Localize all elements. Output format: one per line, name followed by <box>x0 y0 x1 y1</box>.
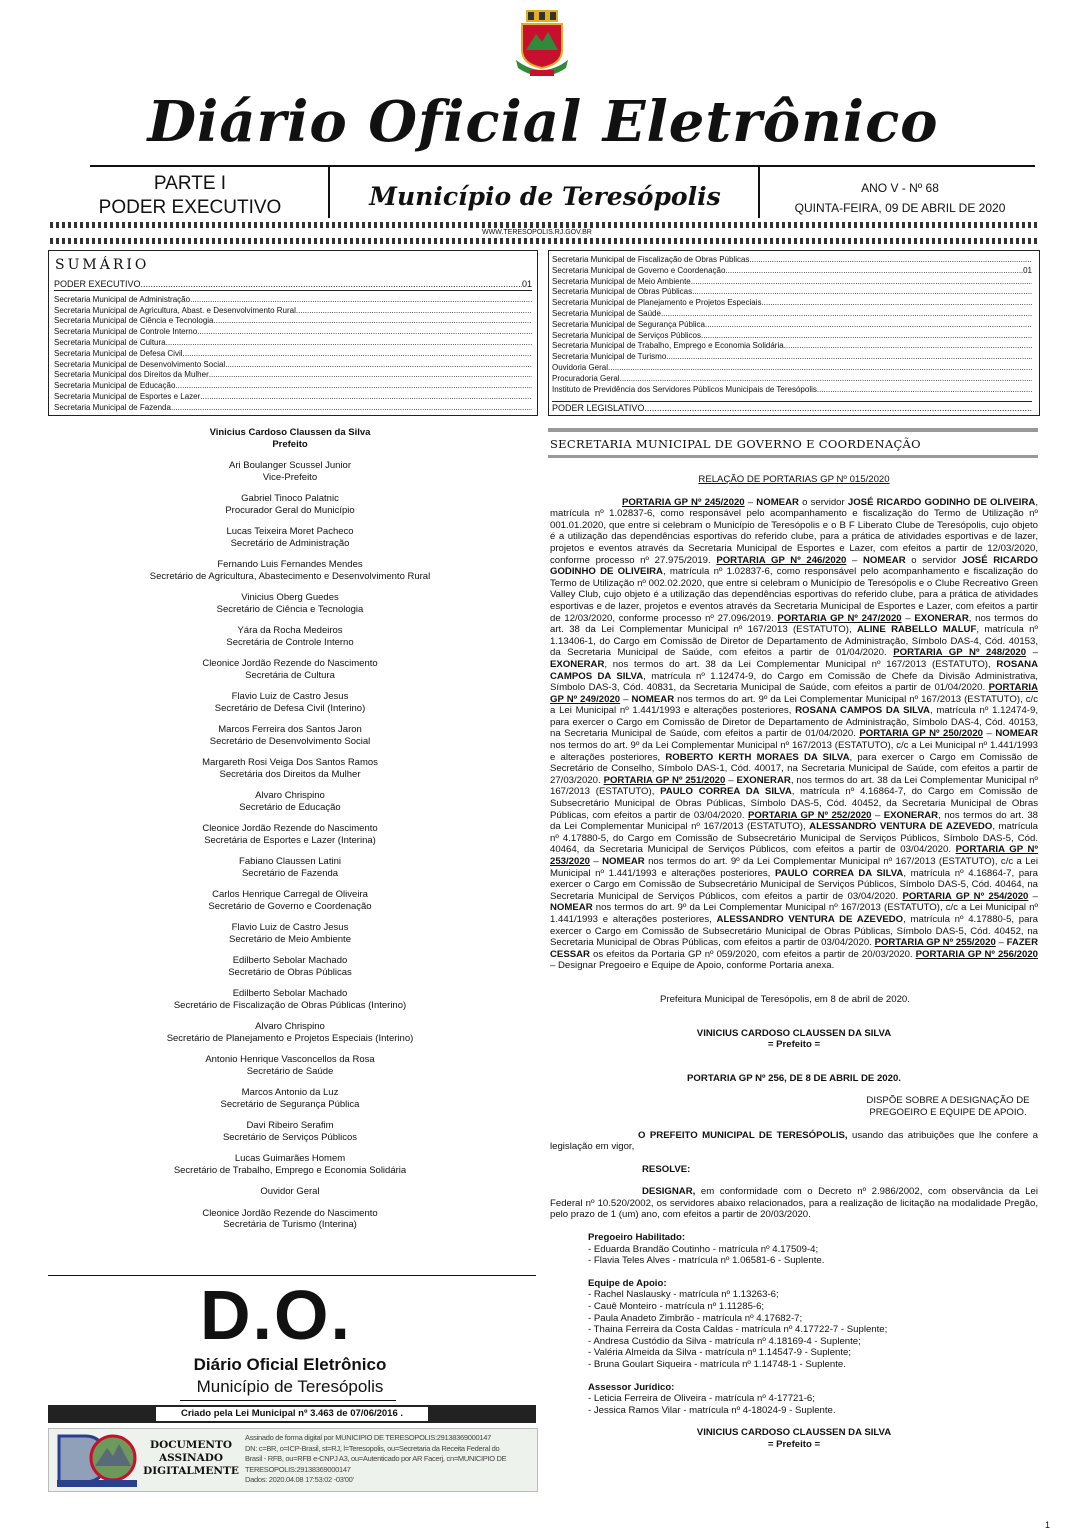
toc-item[interactable] <box>54 295 532 306</box>
toc-leader <box>197 327 532 338</box>
official-role: Secretário de Fazenda <box>241 867 339 879</box>
official-role: Secretário de Saúde <box>246 1065 334 1077</box>
group-title: Assessor Jurídico: <box>588 1381 675 1393</box>
official-role: Procurador Geral do Município <box>225 504 355 516</box>
signer2-role: = Prefeito = <box>767 1438 821 1450</box>
toc-item[interactable] <box>54 327 532 338</box>
toc-item[interactable] <box>552 352 1032 363</box>
municipality-name: Município de Teresópolis <box>369 182 721 211</box>
toc-poder-executivo[interactable] <box>54 279 532 291</box>
official-name: Lucas Teixeira Moret Pacheco <box>226 526 354 537</box>
ornament-divider <box>50 238 1040 244</box>
official-entry <box>50 493 530 516</box>
toc-item[interactable] <box>552 277 1032 288</box>
official-role: Secretário de Fiscalização de Obras Públicas (Interino) <box>173 999 407 1011</box>
official-entry <box>50 724 530 747</box>
intro-paragraph <box>550 1130 1038 1153</box>
official-entry <box>50 922 530 945</box>
toc-leader <box>817 385 1032 396</box>
toc-leader <box>784 341 1032 352</box>
designar-text: em conformidade com o Decreto nº 2.986/2002, com observância da Lei Federal nº 10.520/2002, os servidores abaixo relacionados, para a realização de licitação na modalidade Pregão, pelo prazo de 1 (um) ano, com efeitos a partir de 20/03/2020. <box>550 1186 1038 1221</box>
toc-item[interactable] <box>552 341 1032 352</box>
toc-leader <box>705 320 1032 331</box>
toc-item[interactable] <box>552 331 1032 342</box>
signature-details <box>245 1433 535 1486</box>
toc-item[interactable] <box>54 338 532 349</box>
toc-leader <box>620 374 1032 385</box>
toc-label: Secretaria Municipal de Agricultura, Abast. e Desenvolvimento Rural <box>54 305 296 315</box>
divider <box>180 1400 396 1401</box>
toc-item[interactable] <box>552 287 1032 298</box>
official-entry <box>50 1120 530 1143</box>
summary-box-left <box>48 250 538 416</box>
official-entry <box>50 625 530 648</box>
group-title: Pregoeiro Habilitado: <box>588 1232 686 1244</box>
toc-label: Secretaria Municipal de Fiscalização de Obras Públicas <box>552 255 750 264</box>
toc-poder-legislativo[interactable] <box>552 401 1032 414</box>
toc-item[interactable] <box>552 374 1032 385</box>
toc-label: Secretaria Municipal de Ciência e Tecnologia <box>54 316 214 326</box>
group-member: - Leticia Ferreira de Oliveira - matrícula nº 4-17721-6; <box>588 1393 815 1405</box>
masthead-title: Diário Oficial Eletrônico <box>147 89 939 155</box>
signature-line: DN: c=BR, o=ICP-Brasil, st=RJ, l=Teresopolis, ou=Secretaria da Receita Federal do <box>245 1443 500 1453</box>
official-role: Secretário de Planejamento e Projetos Especiais (Interino) <box>166 1032 414 1044</box>
divider <box>90 165 1035 167</box>
official-entry <box>50 427 530 450</box>
toc-label: PODER LEGISLATIVO <box>552 403 645 414</box>
signature-line: Brasil - RFB, ou=RFB e-CNPJ A3, ou=Autenticado por AR Facerj, cn=MUNICIPIO DE <box>245 1454 507 1464</box>
signature-line: Assinado de forma digital por MUNICIPIO DE TERESOPOLIS:29138369000147 <box>245 1433 491 1442</box>
section-label <box>50 172 330 220</box>
intro-bold: O PREFEITO MUNICIPAL DE TERESÓPOLIS, <box>638 1129 848 1141</box>
toc-item[interactable] <box>54 306 532 317</box>
toc-label: Instituto de Previdência dos Servidores Públicos Municipais de Teresópolis <box>552 384 817 394</box>
toc-label: Secretaria Municipal de Obras Públicas <box>552 287 693 297</box>
official-role: Prefeito <box>272 438 308 450</box>
ementa <box>858 1095 1038 1118</box>
toc-label: Secretaria Municipal de Educação <box>54 381 176 391</box>
official-name: Cleonice Jordão Rezende do Nascimento <box>202 823 378 834</box>
group-member: - Thaina Ferreira da Costa Caldas - matrícula nº 4.17722-7 - Suplente; <box>588 1324 888 1336</box>
toc-label: Secretaria Municipal de Saúde <box>552 308 661 318</box>
toc-leader <box>209 370 532 381</box>
toc-label: Secretaria Municipal de Serviços Públicos <box>552 330 701 340</box>
designated-groups <box>550 1232 1038 1416</box>
toc-label: PODER EXECUTIVO <box>54 279 141 289</box>
toc-label: Secretaria Municipal de Segurança Pública <box>552 319 705 329</box>
official-entry <box>50 559 530 582</box>
toc-item[interactable] <box>552 363 1032 374</box>
official-name: Antonio Henrique Vasconcellos da Rosa <box>205 1054 375 1065</box>
official-name: Edilberto Sebolar Machado <box>232 955 348 966</box>
designation-group <box>588 1382 1038 1417</box>
official-entry <box>50 658 530 681</box>
poder-label: PODER EXECUTIVO <box>98 197 282 218</box>
signer-name: VINICIUS CARDOSO CLAUSSEN DA SILVA <box>696 1027 892 1039</box>
law-text: Criado pela Lei Municipal nº 3.463 de 07/06/2016 . <box>156 1407 428 1421</box>
signature-line: TERESOPOLIS:29138369000147 <box>245 1464 351 1474</box>
official-role: Secretário de Desenvolvimento Social <box>209 735 371 747</box>
toc-item[interactable] <box>552 309 1032 320</box>
toc-leader <box>183 349 533 360</box>
official-role: Secretária de Cultura <box>245 669 335 681</box>
officials-list <box>50 427 530 1241</box>
toc-label: Secretaria Municipal de Trabalho, Emprego e Economia Solidária <box>552 341 784 351</box>
group-member: - Andresa Custódio da Silva - matrícula nº 4.18169-4 - Suplente; <box>588 1335 861 1347</box>
toc-item[interactable] <box>54 392 532 403</box>
toc-label: Secretaria Municipal de Meio Ambiente <box>552 276 691 286</box>
toc-leader <box>666 352 1032 363</box>
toc-label: Secretaria Municipal de Turismo <box>552 352 667 362</box>
official-role: Secretário de Defesa Civil (Interino) <box>214 702 366 714</box>
official-name: Lucas Guimarães Homem <box>234 1153 346 1164</box>
ementa-line: DISPÕE SOBRE A DESIGNAÇÃO DE <box>866 1095 1030 1107</box>
official-role: Secretário de Administração <box>230 537 350 549</box>
toc-leader <box>296 306 532 317</box>
official-name: Yára da Rocha Medeiros <box>237 625 343 636</box>
official-name: Fabiano Claussen Latini <box>239 856 341 867</box>
official-name: Alvaro Chrispino <box>255 790 325 801</box>
designation-group <box>588 1232 1038 1267</box>
signer2-name: VINICIUS CARDOSO CLAUSSEN DA SILVA <box>696 1427 892 1439</box>
official-entry <box>50 1153 530 1176</box>
toc-leader <box>749 255 1032 266</box>
official-entry <box>50 757 530 780</box>
parte-label: PARTE I <box>153 173 227 194</box>
divider <box>328 166 330 218</box>
do-seal-icon <box>55 1432 139 1488</box>
group-member: - Cauê Monteiro - matrícula nº 1.11285-6; <box>588 1301 765 1313</box>
edition-date: QUINTA-FEIRA, 09 DE ABRIL DE 2020 <box>794 201 1006 215</box>
toc-item[interactable] <box>552 320 1032 331</box>
official-entry <box>50 889 530 912</box>
toc-page: 01 <box>1023 265 1032 275</box>
toc-leader <box>200 392 532 403</box>
summary-box-right <box>548 250 1040 416</box>
toc-item[interactable] <box>54 360 532 371</box>
official-role: Secretário de Trabalho, Emprego e Economia Solidária <box>173 1164 407 1176</box>
toc-item[interactable] <box>54 381 532 392</box>
portarias-text: PORTARIA GP Nº 245/2020 – NOMEAR o servidor JOSÉ RICARDO GODINHO DE OLIVEIRA, matrícula nº 1.02837-6, como responsável pelo acompanhamento e fiscalização do Termo de Utilização nº 001.01.2020, que entre si celebram o Município de Teresópolis e o B F Liberato Clube de Teresópolis, cujo objeto é a utilização das dependências esportivas do referido clube, para a prática de atividades esportivas e de lazer, projetos e eventos através da Secretaria Municipal de Esportes e Lazer, com efeitos a partir de 12/03/2020, conforme processo nº 27.975/2019. PORTARIA GP Nº 246/2020 – NOMEAR o servidor JOSÉ RICARDO GODINHO DE OLIVEIRA, matrícula nº 1.02837-6, como responsável pelo acompanhamento e fiscalização do Termo de Utilização nº 002.02.2020, que entre si celebram o Município de Teresópolis e o Clube Recreativo Green Valley Club, cujo objeto é a utilização das dependências esportivas do referido clube, para a prática de atividades esportivas e de lazer, projetos e eventos através da Secretaria Municipal de Esportes e Lazer, com efeitos a partir de 12/03/2020, conforme processo nº 27.096/2019. PORTARIA GP Nº 247/2020 – EXONERAR, nos termos do art. 38 da Lei Complementar Municipal nº 167/2013 (ESTATUTO), ALINE RABELLO MALUF, matrícula nº 1.13406-1, do Cargo em Comissão de Diretor de Departamento de Administração, Símbolo DAS-4, Cód. 40153, da Secretaria Municipal de Saúde, com efeitos a partir de 01/04/2020. PORTARIA GP Nº 248/2020 – EXONERAR, nos termos do art. 38 da Lei Complementar Municipal nº 167/2013 (ESTATUTO), ROSANA CAMPOS DA SILVA, matrícula nº 1.12474-9, do Cargo em Comissão de Chefe da Divisão Administrativa, Símbolo DAS-3, Cód. 40831, da Secretaria Municipal de Saúde, com efeitos a partir de 01/04/2020. PORTARIA GP Nº 249/2020 – NOMEAR nos termos do art. 9º da Lei Complementar Municipal nº 167/2013 (ESTATUTO), c/c a Lei Municipal nº 1.441/1993 e alterações posteriores, ROSANA CAMPOS DA SILVA, matrícula nº 1.12474-9, para exercer o Cargo em Comissão de Diretor de Departamento de Administração, Símbolo DAS-4, Cód. 40153, na Secretaria Municipal de Saúde, com efeitos a partir de 01/04/2020. PORTARIA GP Nº 250/2020 – NOMEAR nos termos do art. 9º da Lei Complementar Municipal nº 167/2013 (ESTATUTO), c/c a Lei Municipal nº 1.441/1993 e alterações posteriores, ROBERTO KERTH MORAES DA SILVA, para exercer o Cargo em Comissão de Secretário de Conselho, Símbolo DAS-1, Cód. 40017, na Secretaria Municipal de Saúde, com efeitos a partir de 27/03/2020. PORTARIA GP Nº 251/2020 – EXONERAR, nos termos do art. 38 da Lei Complementar Municipal nº 167/2013 (ESTATUTO), PAULO CORREA DA SILVA, matrícula nº 4.16864-7, do Cargo em Comissão de Subsecretário Municipal de Obras Públicas, Símbolo DAS-5, Cód. 40452, da Secretaria Municipal de Obras Públicas, com efeitos a partir de 03/04/2020. PORTARIA GP Nº 252/2020 – EXONERAR, nos termos do art. 38 da Lei Complementar Municipal nº 167/2013 (ESTATUTO), ALESSANDRO VENTURA DE AZEVEDO, matrícula nº 4.17880-5, do Cargo em Comissão de Subsecretário Municipal de Serviços Públicos, Símbolo DAS-5, Cód. 40464, da Secretaria Municipal de Serviços Públicos, com efeitos a partir de 03/04/2020. PORTARIA GP Nº 253/2020 – NOMEAR nos termos do art. 9º da Lei Complementar Municipal nº 167/2013 (ESTATUTO), c/c a Lei Municipal nº 1.441/1993 e alterações posteriores, PAULO CORREA DA SILVA, matrícula nº 4.16864-7, para exercer o Cargo em Comissão de Subsecretário Municipal de Serviços Públicos, Símbolo DAS-5, Cód. 40464, na Secretaria Municipal de Serviços Públicos, com efeitos a partir de 03/04/2020. PORTARIA GP Nº 254/2020 – NOMEAR nos termos do art. 9º da Lei Complementar Municipal nº 167/2013 (ESTATUTO), c/c a Lei Municipal nº 1.441/1993 e alterações posteriores, ALESSANDRO VENTURA DE AZEVEDO, matrícula nº 4.17880-5, para exercer o Cargo em Comissão de Subsecretário Municipal de Obras Públicas, Símbolo DAS-5, Cód. 40452, na Secretaria Municipal de Obras Públicas, com efeitos a partir de 03/04/2020. PORTARIA GP Nº 255/2020 – FAZER CESSAR os efeitos da Portaria GP nº 059/2020, com efeitos a partir de 20/03/2020. PORTARIA GP Nº 256/2020 – Designar Pregoeiro e Equipe de Apoio, conforme Portaria anexa. <box>550 496 1039 972</box>
official-name: Cleonice Jordão Rezende do Nascimento <box>202 658 378 669</box>
ementa-line: PREGOEIRO E EQUIPE DE APOIO. <box>869 1106 1027 1118</box>
edition-info <box>760 178 1040 218</box>
designar-paragraph <box>550 1186 1038 1221</box>
toc-leader <box>661 309 1032 320</box>
toc-leader <box>166 338 532 349</box>
official-entry <box>50 1054 530 1077</box>
official-entry <box>50 988 530 1011</box>
official-role: Secretário de Serviços Públicos <box>222 1131 358 1143</box>
official-name: Marcos Ferreira dos Santos Jaron <box>218 724 362 735</box>
toc-leader <box>644 403 1032 414</box>
toc-item[interactable] <box>552 255 1032 266</box>
toc-leader <box>608 363 1032 374</box>
official-entry <box>50 955 530 978</box>
toc-item[interactable] <box>54 370 532 381</box>
official-name: Carlos Henrique Carregal de Oliveira <box>212 889 368 900</box>
place-date: Prefeitura Municipal de Teresópolis, em 8 de abril de 2020. <box>660 993 910 1005</box>
toc-item[interactable] <box>552 298 1032 309</box>
toc-label: Secretaria Municipal dos Direitos da Mulher <box>54 370 209 380</box>
toc-leader <box>761 298 1032 309</box>
divider <box>548 455 1038 458</box>
toc-leader <box>691 277 1032 288</box>
group-member: - Jessica Ramos Vilar - matrícula nº 4-18024-9 - Suplente. <box>588 1404 836 1416</box>
official-role: Secretária de Turismo (Interina) <box>223 1219 357 1230</box>
official-name: Vinicius Cardoso Claussen da Silva <box>209 427 371 438</box>
official-role: Vice-Prefeito <box>262 471 318 483</box>
toc-label: Secretaria Municipal de Esportes e Lazer <box>54 391 201 401</box>
official-role: Secretário de Agricultura, Abastecimento e Desenvolvimento Rural <box>149 570 431 582</box>
official-role: Secretário de Segurança Pública <box>220 1098 360 1110</box>
designar-bold: DESIGNAR, <box>642 1186 696 1198</box>
do-logo-subtitle: Município de Teresópolis <box>196 1377 384 1396</box>
law-bar <box>48 1405 536 1423</box>
group-member: - Eduarda Brandão Coutinho - matrícula nº 4.17509-4; <box>588 1243 819 1255</box>
toc-item[interactable] <box>552 266 1032 277</box>
signature-stamp: DOCUMENTO ASSINADO DIGITALMENTE <box>143 1439 239 1477</box>
official-name: Alvaro Chrispino <box>255 1021 325 1032</box>
toc-leader <box>171 403 532 414</box>
toc-leader <box>214 316 533 327</box>
official-entry <box>50 460 530 483</box>
official-role: Secretário de Meio Ambiente <box>229 933 351 945</box>
toc-page: 01 <box>521 279 532 289</box>
page-number: 1 <box>1045 1520 1051 1530</box>
digital-signature-box <box>48 1428 538 1492</box>
do-logo-mark: D.O. <box>200 1276 352 1354</box>
toc-label: Secretaria Municipal de Planejamento e Projetos Especiais <box>552 298 762 308</box>
toc-item[interactable] <box>54 316 532 327</box>
toc-leader <box>692 287 1032 298</box>
portaria-256-title: PORTARIA GP Nº 256, DE 8 DE ABRIL DE 2020. <box>687 1072 901 1084</box>
official-entry <box>50 856 530 879</box>
official-role: Secretária de Controle Interno <box>226 636 354 648</box>
toc-leader <box>225 360 532 371</box>
toc-label: Secretaria Municipal de Fazenda <box>54 402 171 412</box>
toc-label: Secretaria Municipal de Desenvolvimento Social <box>54 359 226 369</box>
official-name: Cleonice Jordão Rezende do Nascimento <box>202 1207 378 1219</box>
edition-number: ANO V - Nº 68 <box>861 181 939 195</box>
ornament-divider <box>50 222 1040 228</box>
group-member: - Rachel Naslausky - matrícula nº 1.13263-6; <box>588 1289 779 1301</box>
official-name: Ouvidor Geral <box>260 1186 320 1197</box>
official-name: Vinicius Oberg Guedes <box>241 592 339 603</box>
toc-label: Secretaria Municipal de Administração <box>54 294 191 304</box>
designation-group <box>588 1278 1038 1371</box>
website-link[interactable]: WWW.TERESOPOLIS.RJ.GOV.BR <box>482 229 592 236</box>
main-content <box>550 474 1038 1451</box>
official-role: Secretário de Obras Públicas <box>228 966 352 978</box>
official-name: Flavio Luiz de Castro Jesus <box>231 691 349 702</box>
toc-label: Ouvidoria Geral <box>552 362 609 372</box>
official-entry <box>50 1087 530 1110</box>
official-name: Fernando Luis Fernandes Mendes <box>217 559 363 570</box>
group-title: Equipe de Apoio: <box>588 1277 667 1289</box>
official-entry <box>50 790 530 813</box>
official-name: Edilberto Sebolar Machado <box>232 988 348 999</box>
toc-label: Secretaria Municipal de Defesa Civil <box>54 348 183 358</box>
toc-item[interactable] <box>54 403 532 414</box>
official-name: Margareth Rosi Veiga Dos Santos Ramos <box>202 757 378 768</box>
official-name: Ari Boulanger Scussel Junior <box>229 460 351 471</box>
official-role: Secretária de Esportes e Lazer (Interina) <box>204 834 376 846</box>
toc-item[interactable] <box>54 349 532 360</box>
group-member: - Bruna Goulart Siqueira - matrícula nº 1.14748-1 - Suplente. <box>588 1359 846 1370</box>
official-role: Secretária dos Direitos da Mulher <box>219 768 361 780</box>
signer-role: = Prefeito = <box>767 1039 821 1051</box>
group-member: - Paula Anadeto Zimbrão - matrícula nº 4.17682-7; <box>588 1312 803 1324</box>
resolve-label: RESOLVE: <box>642 1163 691 1175</box>
official-name: Flavio Luiz de Castro Jesus <box>231 922 349 933</box>
signature-line: Dados: 2020.04.08 17:53:02 -03'00' <box>245 1475 354 1485</box>
toc-leader <box>190 295 532 306</box>
official-role: Secretário de Ciência e Tecnologia <box>216 603 364 615</box>
intro-text: usando das atribuições que lhe confere a legislação em vigor, <box>550 1129 1038 1153</box>
divider <box>548 428 1038 432</box>
portarias-relation-title: RELAÇÃO DE PORTARIAS GP Nº 015/2020 <box>698 474 890 485</box>
toc-leader <box>141 279 522 290</box>
official-role: Secretário de Governo e Coordenação <box>208 900 372 912</box>
group-member: - Flavia Teles Alves - matrícula nº 1.06581-6 - Suplente. <box>588 1255 825 1267</box>
toc-label: Secretaria Municipal de Cultura <box>54 337 166 347</box>
municipal-crest-icon <box>512 10 572 80</box>
do-logo-title: Diário Oficial Eletrônico <box>193 1355 387 1374</box>
toc-leader <box>175 381 532 392</box>
official-name: Gabriel Tinoco Palatnic <box>241 493 339 504</box>
official-name: Marcos Antonio da Luz <box>241 1087 339 1098</box>
section-heading: SECRETARIA MUNICIPAL DE GOVERNO E COORDENAÇÃO <box>550 437 921 451</box>
toc-label: Procuradoria Geral <box>552 373 620 383</box>
group-member: - Valéria Almeida da Silva - matrícula nº 1.14547-9 - Suplente; <box>588 1347 852 1359</box>
official-entry <box>50 823 530 846</box>
toc-label: Secretaria Municipal de Controle Interno <box>54 327 198 337</box>
official-entry <box>50 691 530 714</box>
official-entry <box>50 1208 530 1231</box>
official-role: Secretário de Educação <box>239 801 341 813</box>
official-entry <box>50 1021 530 1044</box>
official-entry <box>50 1186 530 1198</box>
summary-title: SUMÁRIO <box>55 257 150 273</box>
toc-label: Secretaria Municipal de Governo e Coordenação <box>552 265 726 275</box>
toc-leader <box>725 266 1023 277</box>
official-entry <box>50 592 530 615</box>
toc-leader <box>701 331 1032 342</box>
official-entry <box>50 526 530 549</box>
official-name: Davi Ribeiro Serafim <box>246 1120 334 1131</box>
toc-item[interactable] <box>552 385 1032 396</box>
